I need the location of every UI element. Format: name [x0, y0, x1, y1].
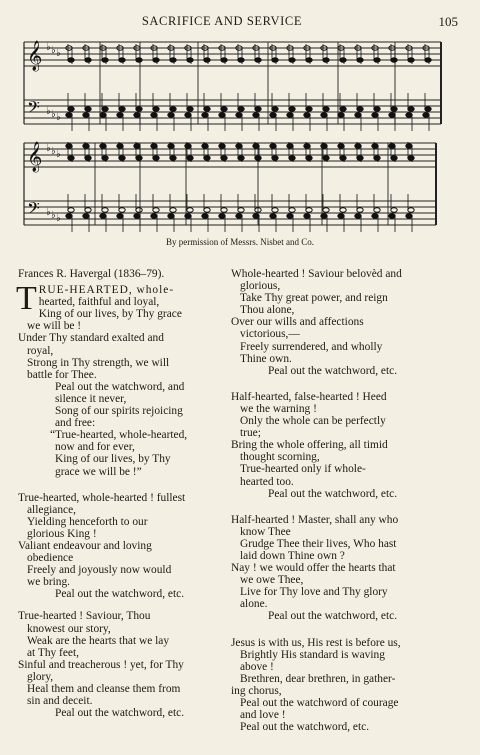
- hymn-line: Grudge Thee their lives, Who hast: [240, 537, 397, 550]
- hymn-line: we will be !: [27, 320, 82, 333]
- svg-text:♭: ♭: [56, 112, 61, 123]
- hymn-line: Strong in Thy strength, we will: [27, 356, 170, 369]
- hymn-line: Peal out the watchword, etc.: [268, 487, 398, 500]
- hymn-line: Yielding henceforth to our: [27, 515, 148, 528]
- hymn-line: silence it never,: [55, 392, 127, 405]
- hymn-line: Heal them and cleanse them from: [27, 683, 181, 695]
- hymn-line: Peal out the watchword, etc.: [55, 588, 185, 601]
- hymn-line: Take Thy great power, and reign: [240, 292, 388, 305]
- hymn-line: King of our lives, by Thy grace: [38, 308, 182, 321]
- hymn-line: True-hearted, whole-hearted ! fullest: [18, 491, 186, 504]
- hymn-line: Song of our spirits rejoicing: [55, 405, 183, 418]
- hymn-line: Valiant endeavour and loving: [18, 539, 152, 552]
- hymn-line: Half-hearted ! Master, shall any who: [231, 513, 399, 526]
- hymn-line: Freely and joyously now would: [27, 564, 172, 577]
- hymn-line: RUE-HEARTED, whole-: [38, 284, 175, 297]
- hymn-line: hearted too.: [240, 475, 294, 488]
- hymn-line: Thou alone,: [240, 304, 295, 317]
- music-score: [0, 30, 480, 250]
- hymn-line: Live for Thy love and Thy glory: [240, 586, 388, 599]
- svg-text:♭: ♭: [56, 48, 61, 59]
- hymn-line: above !: [240, 660, 274, 673]
- hymn-line: obedience: [27, 552, 74, 565]
- hymn-line: Peal out the watchword of courage: [240, 697, 399, 709]
- svg-text:𝄢: 𝄢: [27, 99, 40, 121]
- hymn-line: Peal out the watchword, etc.: [55, 707, 185, 720]
- hymn-line: we bring.: [27, 576, 71, 589]
- hymn-line: Peal out the watchword, etc.: [240, 721, 370, 734]
- hymn-line: Freely surrendered, and wholly: [240, 340, 383, 353]
- hymn-line: “True-hearted, whole-hearted,: [50, 429, 188, 442]
- svg-text:♭: ♭: [46, 143, 51, 154]
- hymn-line: royal,: [27, 344, 54, 357]
- hymn-line: battle for Thee.: [27, 368, 97, 381]
- hymn-line: laid down Thine own ?: [240, 549, 345, 562]
- svg-text:♭: ♭: [51, 210, 56, 221]
- hymn-line: Half-hearted, false-hearted ! Heed: [231, 390, 387, 403]
- hymn-line: we owe Thee,: [240, 574, 304, 587]
- hymn-line: thought scorning,: [240, 451, 320, 464]
- hymn-line: glorious King !: [27, 527, 97, 540]
- hymn-line: Weak are the hearts that we lay: [27, 634, 170, 647]
- permission-note: By permission of Messrs. Nisbet and Co.: [166, 237, 314, 247]
- hymn-line: grace we will be !”: [55, 465, 142, 478]
- hymn-line: Jesus is with us, His rest is before us,: [231, 636, 401, 649]
- hymn-line: Brightly His standard is waving: [240, 648, 385, 661]
- hymn-column-right: [231, 268, 436, 733]
- hymn-line: Whole-hearted ! Saviour belovèd and: [231, 268, 402, 280]
- hymn-line: ing chorus,: [231, 684, 282, 697]
- hymn-line: hearted, faithful and loyal,: [38, 296, 160, 309]
- author-credit: Frances R. Havergal (1836–79).: [18, 268, 165, 280]
- svg-text:♭: ♭: [56, 213, 61, 224]
- hymn-line: alone.: [240, 598, 268, 611]
- svg-text:♭: ♭: [56, 149, 61, 160]
- svg-text:♭: ♭: [51, 109, 56, 120]
- svg-text:♭: ♭: [46, 207, 51, 218]
- hymn-line: victorious,—: [240, 328, 300, 341]
- hymn-line: and free:: [55, 417, 96, 430]
- hymn-line: Over our wills and affections: [231, 316, 364, 329]
- hymn-line: Peal out the watchword, etc.: [268, 610, 398, 623]
- svg-text:𝄢: 𝄢: [27, 200, 40, 222]
- hymn-line: glory,: [27, 670, 54, 683]
- svg-text:𝄞: 𝄞: [27, 142, 43, 171]
- svg-text:♭: ♭: [46, 106, 51, 117]
- drop-cap: T: [16, 280, 37, 318]
- hymn-line: sin and deceit.: [27, 695, 93, 708]
- svg-text:𝄞: 𝄞: [27, 41, 43, 70]
- hymn-line: know Thee: [240, 525, 291, 538]
- hymn-line: Peal out the watchword, and: [55, 380, 185, 393]
- hymn-column-left: [18, 268, 223, 719]
- hymn-line: Nay ! we would offer the hearts that: [231, 562, 396, 575]
- hymn-line: glorious,: [240, 280, 281, 293]
- svg-text:♭: ♭: [46, 42, 51, 53]
- svg-text:♭: ♭: [51, 45, 56, 56]
- hymn-line: Sinful and treacherous ! yet, for Thy: [18, 658, 184, 671]
- page-number: 105: [438, 14, 458, 29]
- hymn-line: knowest our story,: [27, 622, 111, 635]
- svg-text:♭: ♭: [51, 146, 56, 157]
- hymn-line: Under Thy standard exalted and: [18, 332, 164, 345]
- hymn-line: King of our lives, by Thy: [55, 453, 171, 466]
- hymn-line: True-hearted ! Saviour, Thou: [18, 610, 151, 623]
- hymn-line: allegiance,: [27, 503, 77, 516]
- hymn-line: and love !: [240, 709, 286, 722]
- hymn-line: Only the whole can be perfectly: [240, 415, 386, 428]
- hymn-line: Brethren, dear brethren, in gather-: [240, 672, 396, 685]
- hymn-line: Peal out the watchword, etc.: [268, 364, 398, 377]
- hymn-line: Bring the whole offering, all timid: [231, 439, 388, 452]
- hymn-line: now and for ever,: [55, 441, 135, 454]
- hymn-line: Thine own.: [240, 352, 292, 365]
- hymn-line: at Thy feet,: [27, 646, 79, 659]
- running-title: SACRIFICE AND SERVICE: [141, 14, 303, 28]
- hymn-line: true;: [240, 427, 261, 440]
- hymn-line: True-hearted only if whole-: [240, 463, 366, 476]
- hymn-line: we the warning !: [240, 402, 317, 415]
